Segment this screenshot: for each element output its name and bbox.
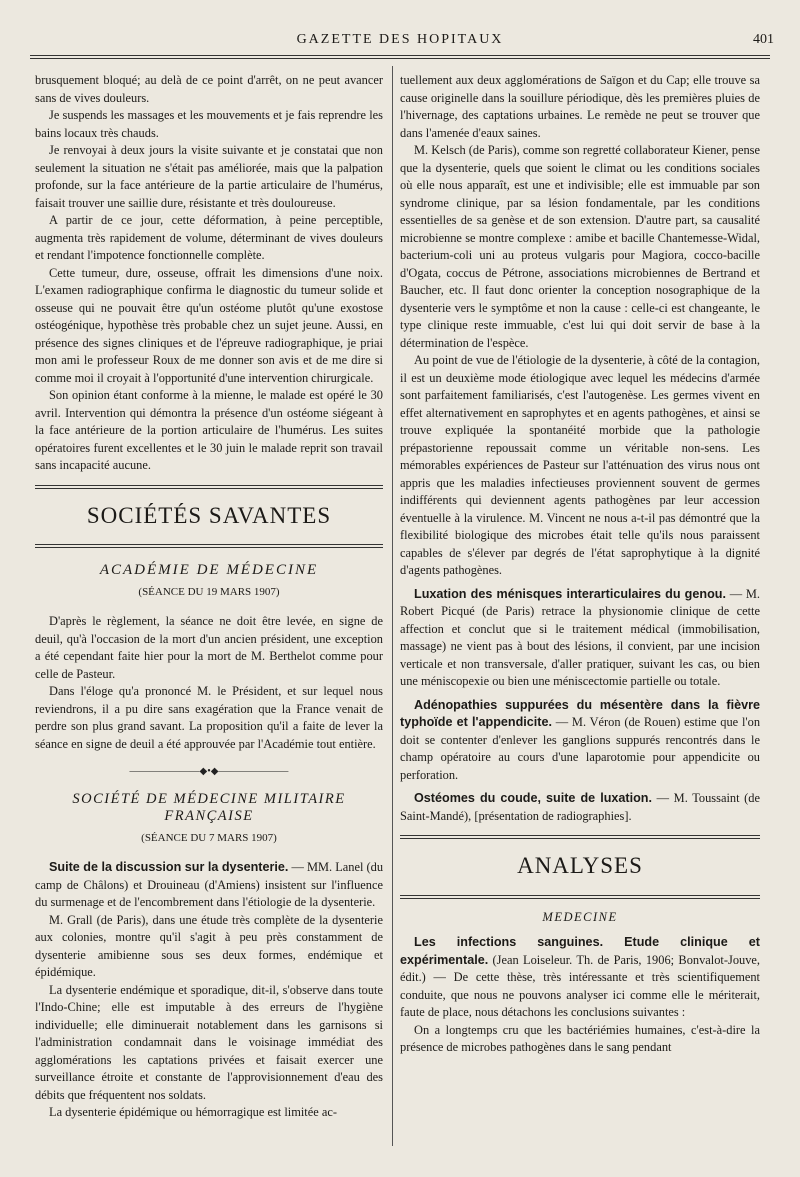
right-column	[400, 72, 760, 1057]
paragraph: Au point de vue de l'étiologie de la dysenterie, à côté de la contagion, il est un deuxième mode étiologique avec lequel les médecins d'armée sont parfaitement familiarisés, c'est l'autogenèse. Les germes vivent en effet alternativement en saprophytes et en agents pathogènes, et ainsi se trouve expliquée la spontanéité morbide que la pathologie prépastorienne repoussait comme un véritable non-sens. Les mémorables expériences de Pasteur sur l'atténuation des virus nous ont appris que les maladies infectieuses proviennent souvent de germes indifférents qui deviennent agents pathogènes par leur accession éventuelle à la virulence. M. Vincent ne nous a-t-il pas démontré que la flexibilité biologique des microbes était telle qu'ils nous paraissent capables de s'élever par degrés de l'état saprophytique à la dignité d'agents pathogènes.	[400, 353, 760, 577]
academie-date: (SÉANCE DU 19 MARS 1907)	[138, 585, 280, 598]
page-number: 401	[753, 32, 774, 47]
paragraph	[400, 934, 760, 1022]
heading-inline: Ostéomes du coude, suite de luxation.	[414, 791, 652, 805]
paragraph-text: — MM. Lanel (du camp de Châlons) et Drouineau (d'Amiens) insistent sur l'influence du surmenage et de l'encombrement dans l'étiologie de la dysenterie.	[35, 860, 384, 909]
paragraph-text: — M. Robert Picqué (de Paris) retrace la physionomie clinique de cette affection et conclut que si le traitement médical (immobilisation, massage) ne vient pas à bout des lésions, il convient, par une incision verticale et non transversale, d'aller pratiquer, suivant les cas, ou bien une méniscopexie ou bien une méniscectomie partielle ou totale.	[400, 586, 760, 688]
column-divider	[392, 66, 393, 1146]
paragraph	[400, 586, 760, 691]
paragraph: tuellement aux deux agglomérations de Saïgon et du Cap; elle trouve sa cause originelle dans la souillure périodique, dès les premières pluies de l'hivernage, des captations urbaines. Le remède ne peut se trouver que dans l'amenée d'eaux saines.	[400, 73, 760, 140]
paragraph: La dysenterie épidémique ou hémorragique est limitée ac-	[49, 1105, 337, 1119]
militaire-date: (SÉANCE DU 7 MARS 1907)	[141, 831, 277, 844]
heading-inline: Adénopathies suppurées du mésentère dans la fièvre typhoïde et l'appendicite.	[400, 697, 760, 729]
section-rule-bottom	[35, 544, 383, 548]
header-rule-second	[30, 58, 770, 59]
paragraph: A partir de ce jour, cette déformation, à peine perceptible, augmenta très rapidement de volume, déterminant de vives douleurs et rendant l'impotence fonctionnelle complète.	[35, 213, 383, 262]
ornament-divider: ———————◆•◆———————	[129, 766, 289, 777]
heading-inline: Suite de la discussion sur la dysenterie.	[49, 860, 289, 874]
paragraph: D'après le règlement, la séance ne doit être levée, en signe de deuil, qu'à l'occasion de la mort d'un ancien président, une exception a été cependant faite hier pour la mort de M. Berthelot comme pour celle de Pasteur.	[35, 614, 383, 681]
paragraph: Dans l'éloge qu'a prononcé M. le Président, et sur lequel nous reviendrons, il a pu dire sans exagération que la France venait de perdre son plus grand savant. La proposition qu'il a faite de lever la séance en signe de deuil a été approuvée par l'Académie tout entière.	[35, 684, 383, 751]
heading-inline: Luxation des ménisques interarticulaires du genou.	[414, 586, 726, 601]
paragraph: M. Kelsch (de Paris), comme son regretté collaborateur Kiener, pense que la dysenterie, quels que soient le climat ou les conditions sociales où elle nous apparaît, est une et indivisible; elle est immuable par son syndrome clinique, par sa lésion fondamentale, par les conditions essentielles de sa genèse et de son extension. D'autre part, sa causalité microbienne se montre complexe : amibe et bacille Chantemesse-Widal, bacterium-coli uni au proteus vulgaris pour Magiora, cocco-bacille d'Ogata, coccus de Pétrone, associations microbiennes de Bertrand et Baucher, etc. Il faut donc orienter la conception nosographique de la dysenterie vers le symptôme et non la cause : celle-ci est changeante, le type clinique reste immuable, c'est lui qui doit servir de base à la détermination de l'espèce.	[400, 143, 760, 350]
page-header-title: GAZETTE DES HOPITAUX	[296, 32, 504, 47]
left-column	[35, 72, 383, 1122]
header-rule	[30, 55, 770, 56]
heading-inline: Les infections sanguines. Etude clinique et expérimentale.	[400, 935, 760, 967]
section-rule-top	[400, 835, 760, 839]
paragraph: Cette tumeur, dure, osseuse, offrait les dimensions d'une noix. L'examen radiographique confirma le diagnostic du tumeur solide et osseuse qui ne pouvait être qu'un ostéome plutôt qu'une exostose ostéogénique, hypothèse très probable chez un sujet jeune. Aussi, en présence des signes cliniques et de l'épreuve radiographique, je priai mon ami le professeur Roux de me donner son avis et de me dire si comme moi il croyait à l'opportunité d'une intervention chirurgicale.	[35, 265, 383, 385]
paragraph	[400, 697, 760, 785]
academie-title: ACADÉMIE DE MÉDECINE	[99, 562, 319, 578]
paragraph: Je renvoyai à deux jours la visite suivante et je constatai que non seulement la situation ne s'était pas améliorée, mais que la palpation profonde, sur la face antérieure de la partie articulaire de l'humérus, faisait trouver une saillie dure, résistante et très douloureuse.	[35, 143, 383, 210]
paragraph	[35, 859, 383, 912]
paragraph: brusquement bloqué; au delà de ce point d'arrêt, on ne peut avancer sans de vives douleurs.	[35, 73, 383, 105]
section-title-societes: SOCIÉTÉS SAVANTES	[86, 502, 332, 528]
paragraph: Je suspends les massages et les mouvements et je fais reprendre les bains locaux très chauds.	[35, 108, 383, 140]
section-rule-top	[35, 485, 383, 489]
paragraph-text: (Jean Loiseleur. Th. de Paris, 1906; Bonvalot-Jouve, édit.) — De cette thèse, très intéressante et très scientifiquement conduite, que nous ne pouvons analyser ici comme elle le mériterait, faute de place, nous détachons les conclusions suivantes :	[400, 952, 760, 1019]
section-rule-bottom	[400, 895, 760, 899]
paragraph: M. Grall (de Paris), dans une étude très complète de la dysenterie aux colonies, montre qu'il s'agit à peu près constamment de dysenterie amibienne sous ses deux formes, endémique et épidémique.	[35, 912, 383, 979]
paragraph: Son opinion étant conforme à la mienne, le malade est opéré le 30 avril. Intervention qui démontra la présence d'un ostéome siégeant à la face antérieure de la portion articulaire de l'humérus. Les suites opératoires furent excellentes et le 30 juin le malade reprit son travail sans incapacité aucune.	[35, 388, 383, 472]
medecine-title: MEDECINE	[542, 909, 618, 924]
paragraph: On a longtemps cru que les bactériémies humaines, c'est-à-dire la présence de microbes pathogènes dans le sang pendant	[400, 1022, 760, 1054]
paragraph-text: — M. Véron (de Rouen) estime que l'on doit se contenter d'enlever les ganglions suppurés rencontrés dans le champ opératoire au cours d'une laparotomie pour appendicite ou perforation.	[400, 715, 761, 782]
paragraph	[400, 790, 760, 825]
paragraph: La dysenterie endémique et sporadique, dit-il, s'observe dans toute l'Indo-Chine; elle est imputable à des erreurs de l'hygiène individuelle; elle diminuerait notablement dans les garnisons si l'administration condamnait dans le voisinage immédiat des agglomérations les captations privées et faisait exercer une surveillance étroite et constante de l'approvisionnement d'eau des débits que fréquentent nos soldats.	[35, 982, 383, 1102]
section-title-analyses: ANALYSES	[517, 853, 643, 878]
militaire-title: SOCIÉTÉ DE MÉDECINE MILITAIRE FRANÇAISE	[72, 790, 346, 824]
paragraph-text: — M. Toussaint (de Saint-Mandé), [présentation de radiographies].	[400, 791, 760, 823]
